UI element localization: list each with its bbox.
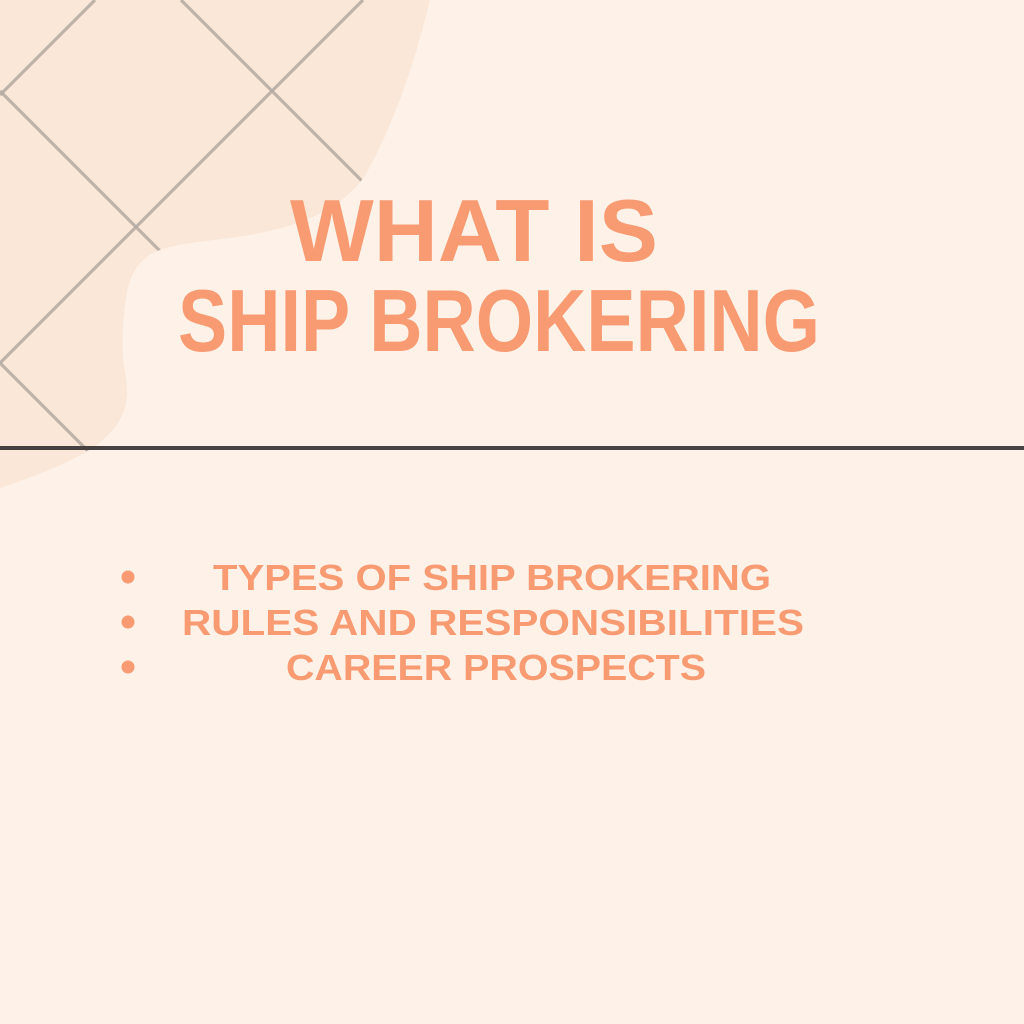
divider-line bbox=[0, 446, 1024, 450]
title-line-1: WHAT IS bbox=[290, 181, 658, 280]
bullet-list bbox=[0, 540, 1024, 710]
bullet-item: RULES AND RESPONSIBILITIES bbox=[182, 602, 804, 643]
bullet-dot bbox=[122, 571, 135, 584]
title-block bbox=[0, 170, 1024, 380]
bullet-dot bbox=[122, 616, 135, 629]
bullet-item: CAREER PROSPECTS bbox=[286, 647, 706, 688]
bullet-dot bbox=[122, 661, 135, 674]
bullet-item: TYPES OF SHIP BROKERING bbox=[213, 557, 771, 598]
title-line-2: SHIP BROKERING bbox=[178, 271, 820, 370]
